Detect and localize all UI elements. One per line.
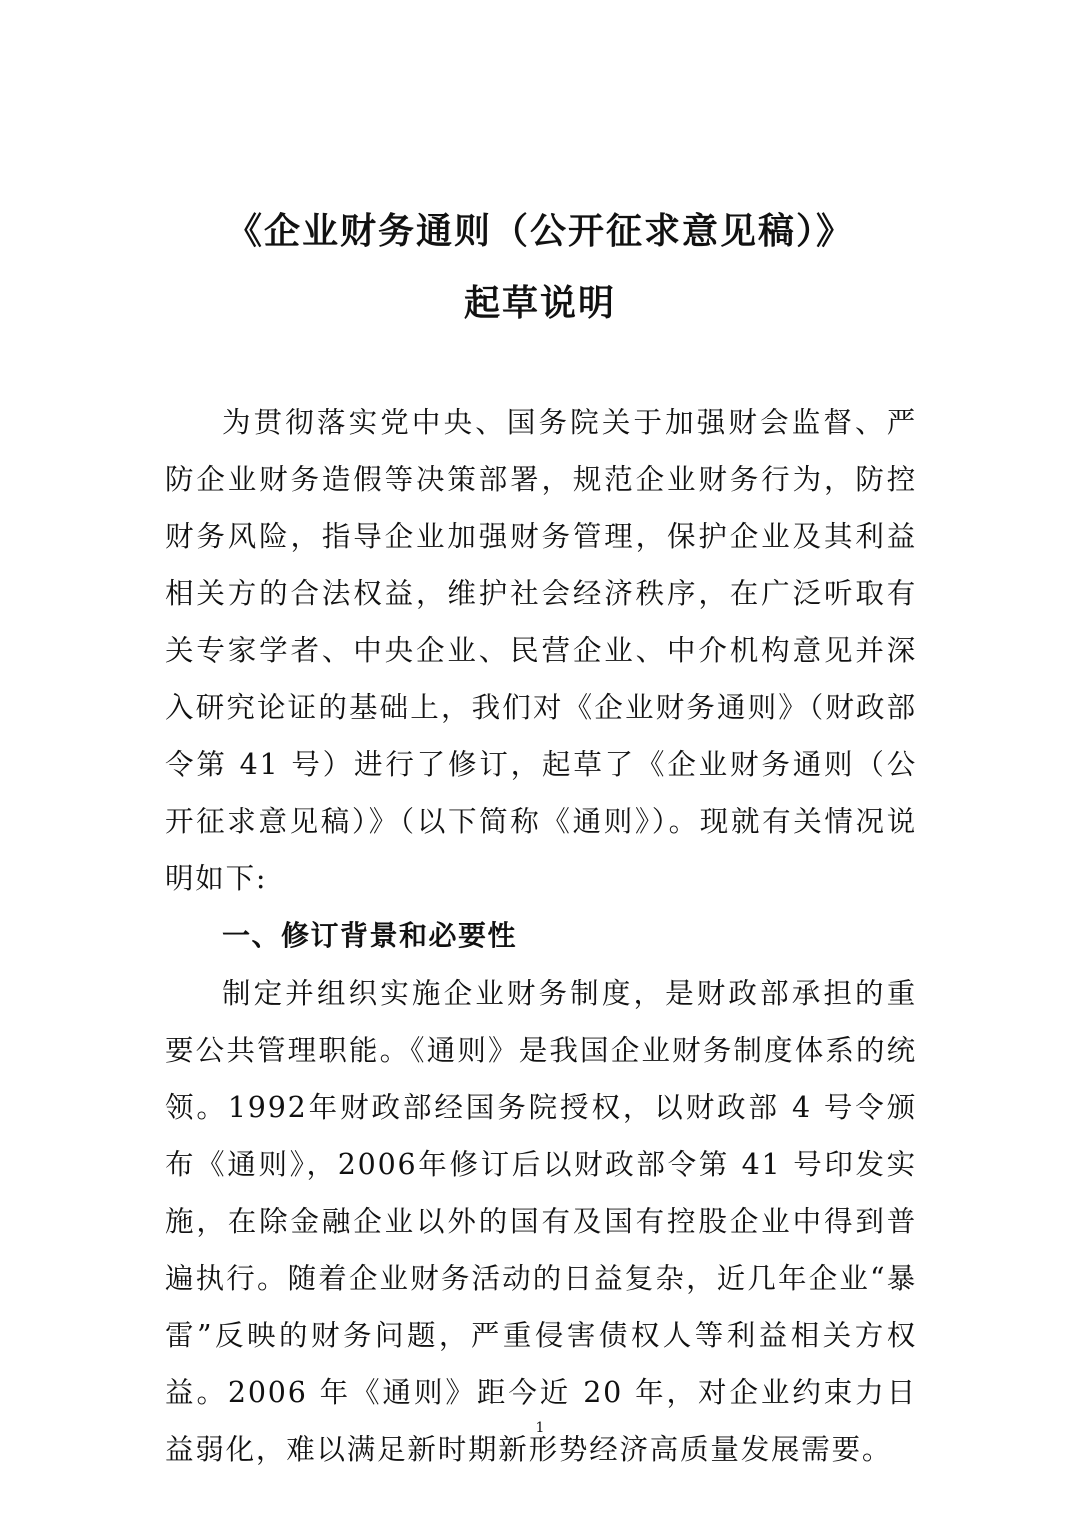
title-line-1: 《企业财务通则（公开征求意见稿）》 (225, 211, 854, 252)
background-paragraph: 制定并组织实施企业财务制度，是财政部承担的重要公共管理职能。《通则》是我国企业财务制度体系的统领。1992年财政部经国务院授权，以财政部 4 号令颁布《通则》，2006年修订后以财政部令第 41 号印发实施，在除金融企业以外的国有及国有控股企业中得到普遍执行。随着企业财务活动的日益复杂，近几年企业“暴雷”反映的财务问题，严重侵害债权人等利益相关方权益。2006 年《通则》距今近 20 年，对企业约束力日益弱化，难以满足新时期新形势经济高质量发展需要。 (165, 977, 917, 1466)
section-heading: 一、修订背景和必要性 (222, 919, 518, 952)
page-number: 1 (535, 1420, 545, 1436)
document-body (165, 394, 917, 1478)
title-line-2: 起草说明 (463, 283, 616, 324)
document-title (0, 196, 1080, 340)
intro-paragraph: 为贯彻落实党中央、国务院关于加强财会监督、严防企业财务造假等决策部署，规范企业财务行为，防控财务风险，指导企业加强财务管理，保护企业及其利益相关方的合法权益，维护社会经济秩序，在广泛听取有关专家学者、中央企业、民营企业、中介机构意见并深入研究论证的基础上，我们对《企业财务通则》（财政部令第 41 号）进行了修订，起草了《企业财务通则（公开征求意见稿）》（以下简称《通则》）。现就有关情况说明如下: (165, 406, 917, 895)
